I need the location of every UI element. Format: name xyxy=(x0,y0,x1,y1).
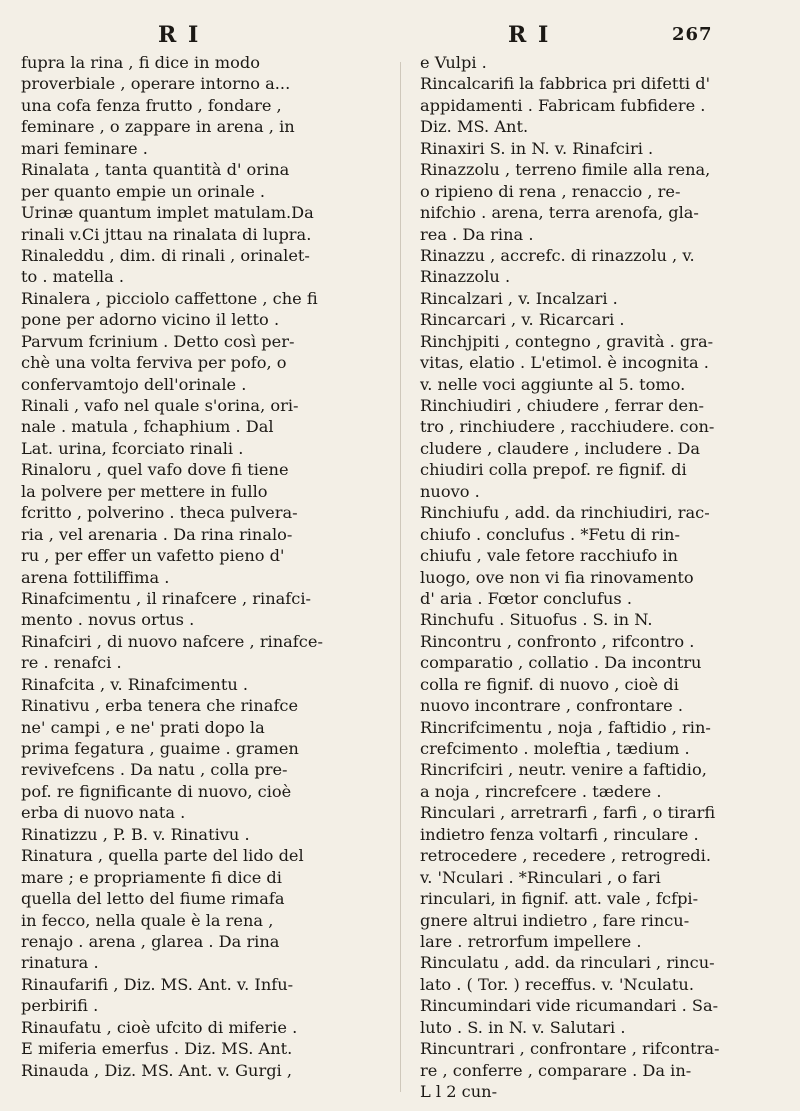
running-head-left: R I xyxy=(158,22,201,48)
page-header xyxy=(0,12,800,52)
text-line: mare ; e propriamente fi dice di xyxy=(21,867,282,887)
text-line: Rinaufarifi , Diz. MS. Ant. v. Infu- xyxy=(21,974,294,994)
text-line: arena fottiliffima . xyxy=(21,567,170,587)
text-line: L l 2 cun- xyxy=(420,1082,498,1101)
text-line: Parvum fcrinium . Detto così per- xyxy=(21,331,295,351)
text-line: Rinchufu . Situofus . S. in N. xyxy=(420,610,653,630)
text-line: crefcimento . moleftia , tædium . xyxy=(420,739,690,758)
text-line: fupra la rina , fi dice in modo xyxy=(21,53,260,72)
text-line: Rinchjpiti , contegno , gravità . gra- xyxy=(420,331,714,351)
text-line: una cofa fenza frutto , fondare , xyxy=(21,95,282,115)
text-line: proverbiale , operare intorno a... xyxy=(21,74,291,94)
text-line: Rincrifciri , neutr. venire a faftidio, xyxy=(420,760,707,780)
text-line: Rinculatu , add. da rinculari , rincu- xyxy=(420,953,715,973)
text-line: chè una volta ferviva per pofo, o xyxy=(21,353,287,373)
left-column xyxy=(21,52,385,1081)
text-line: Rincarcari , v. Ricarcari . xyxy=(420,310,625,330)
text-line: appidamenti . Fabricam fubfidere . xyxy=(420,95,706,115)
text-line: Rinafcita , v. Rinafcimentu . xyxy=(21,674,249,694)
text-line: perbirifi . xyxy=(21,996,99,1016)
text-line: Rinchiudiri , chiudere , ferrar den- xyxy=(420,396,704,415)
text-line: Diz. MS. Ant. xyxy=(420,117,529,137)
text-line: pof. re fignificante di nuovo, cioè xyxy=(21,781,292,801)
text-line: d' aria . Fœtor conclufus . xyxy=(420,588,633,608)
text-line: Rinalata , tanta quantità d' orina xyxy=(21,160,290,180)
text-line: tro , rinchiudere , racchiudere. con- xyxy=(420,417,715,437)
text-line: Rincrifcimentu , noja , faftidio , rin- xyxy=(420,717,711,737)
text-line: renajo . arena , glarea . Da rina xyxy=(21,931,280,951)
text-line: Rinatura , quella parte del lido del xyxy=(21,846,304,866)
text-line: Rinauda , Diz. MS. Ant. v. Gurgi , xyxy=(21,1060,293,1080)
text-line: quella del letto del fiume rimafa xyxy=(21,889,285,909)
text-line: vitas, elatio . L'etimol. è incognita . xyxy=(420,353,709,373)
text-line: luto . S. in N. v. Salutari . xyxy=(420,1017,626,1037)
text-line: Rinazzolu . xyxy=(420,267,511,287)
text-line: Rinatizzu , P. B. v. Rinativu . xyxy=(21,824,250,844)
text-line: lare . retrorfum impellere . xyxy=(420,931,642,951)
text-line: nuovo . xyxy=(420,481,480,501)
text-line: lato . ( Tor. ) receffus. v. 'Nculatu. xyxy=(420,974,694,994)
text-line: Rinaleddu , dim. di rinali , orinalet- xyxy=(21,245,310,265)
text-line: Rincalzari , v. Incalzari . xyxy=(420,288,618,308)
text-line: re . renafci . xyxy=(21,653,122,673)
text-line: colla re fignif. di nuovo , cioè di xyxy=(420,674,679,694)
text-line: chiufo . conclufus . *Fetu di rin- xyxy=(420,524,680,544)
text-line: fcritto , polverino . theca pulvera- xyxy=(21,503,298,523)
text-line: per quanto empie un orinale . xyxy=(21,181,266,201)
column-divider xyxy=(400,62,401,1092)
text-line: to . matella . xyxy=(21,267,125,287)
text-line: Rinaufatu , cioè ufcito di miferie . xyxy=(21,1017,298,1037)
text-line: revivefcens . Da natu , colla pre- xyxy=(21,760,288,780)
text-line: Rinculari , arretrarfi , farfi , o tirarfi xyxy=(420,803,716,823)
text-line: Rinafciri , di nuovo nafcere , rinafce- xyxy=(21,631,323,651)
page-number: 267 xyxy=(672,24,713,45)
text-line: pone per adorno vicino il letto . xyxy=(21,310,280,330)
text-line: Rinaxiri S. in N. v. Rinafciri . xyxy=(420,138,654,158)
text-line: cludere , claudere , includere . Da xyxy=(420,438,700,458)
text-line: rinculari, in fignif. att. vale , fcfpi- xyxy=(420,889,699,909)
text-line: Rinafcimentu , il rinafcere , rinafci- xyxy=(21,588,311,608)
text-line: Rincalcarifi la fabbrica pri difetti d' xyxy=(420,74,711,94)
text-line: comparatio , collatio . Da incontru xyxy=(420,653,702,673)
text-line: erba di nuovo nata . xyxy=(21,803,186,823)
text-line: Rincontru , confronto , rifcontro . xyxy=(420,631,695,651)
text-line: in fecco, nella quale è la rena , xyxy=(21,910,274,930)
text-line: feminare , o zappare in arena , in xyxy=(21,117,295,137)
text-line: Rinalera , picciolo caffettone , che fi xyxy=(21,288,318,308)
text-line: Rinali , vafo nel quale s'orina, ori- xyxy=(21,396,299,415)
text-line: chiudiri colla prepof. re fignif. di xyxy=(420,460,687,480)
text-line: indietro fenza voltarfi , rinculare . xyxy=(420,824,699,844)
text-line: mari feminare . xyxy=(21,138,148,158)
text-line: nifchio . arena, terra arenofa, gla- xyxy=(420,203,699,223)
right-column xyxy=(420,52,792,1102)
text-line: rinatura . xyxy=(21,953,99,973)
text-line: e Vulpi . xyxy=(420,53,487,72)
text-line: rea . Da rina . xyxy=(420,224,534,244)
text-line: la polvere per mettere in fullo xyxy=(21,481,268,501)
text-line: v. nelle voci aggiunte al 5. tomo. xyxy=(420,374,686,394)
text-line: nuovo incontrare , confrontare . xyxy=(420,696,684,716)
running-head-right: R I xyxy=(508,22,551,48)
text-line: ne' campi , e ne' prati dopo la xyxy=(21,717,265,737)
text-line: gnere altrui indietro , fare rincu- xyxy=(420,910,690,930)
text-line: Rinchiufu , add. da rinchiudiri, rac- xyxy=(420,503,710,523)
text-line: v. 'Nculari . *Rinculari , o fari xyxy=(420,867,661,887)
text-line: luogo, ove non vi fia rinovamento xyxy=(420,567,694,587)
text-line: mento . novus ortus . xyxy=(21,610,195,630)
text-line: rinali v.Ci jttau na rinalata di lupra. xyxy=(21,224,312,244)
text-line: retrocedere , recedere , retrogredi. xyxy=(420,846,711,866)
text-line: ria , vel arenaria . Da rina rinalo- xyxy=(21,524,293,544)
text-line: confervamtojo dell'orinale . xyxy=(21,374,247,394)
text-line: Rincumindari vide ricumandari . Sa- xyxy=(420,996,719,1016)
text-line: Lat. urina, fcorciato rinali . xyxy=(21,438,244,458)
text-line: Urinæ quantum implet matulam.Da xyxy=(21,203,314,223)
text-line: prima fegatura , guaime . gramen xyxy=(21,739,299,758)
text-line: ru , per effer un vafetto pieno d' xyxy=(21,546,285,566)
text-line: E miferia emerfus . Diz. MS. Ant. xyxy=(21,1039,293,1059)
text-line: Rinaloru , quel vafo dove fi tiene xyxy=(21,460,289,480)
text-line: o ripieno di rena , renaccio , re- xyxy=(420,181,681,201)
text-line: Rinazzu , accrefc. di rinazzolu , v. xyxy=(420,245,695,265)
text-line: nale . matula , fchaphium . Dal xyxy=(21,417,274,437)
text-line: chiufu , vale fetore racchiufo in xyxy=(420,546,678,566)
text-line: Rinazzolu , terreno fimile alla rena, xyxy=(420,160,711,180)
text-line: Rincuntrari , confrontare , rifcontra- xyxy=(420,1039,720,1059)
text-line: Rinativu , erba tenera che rinafce xyxy=(21,696,299,716)
text-line: a noja , rincrefcere . tædere . xyxy=(420,781,662,801)
text-line: re , conferre , comparare . Da in- xyxy=(420,1060,692,1080)
